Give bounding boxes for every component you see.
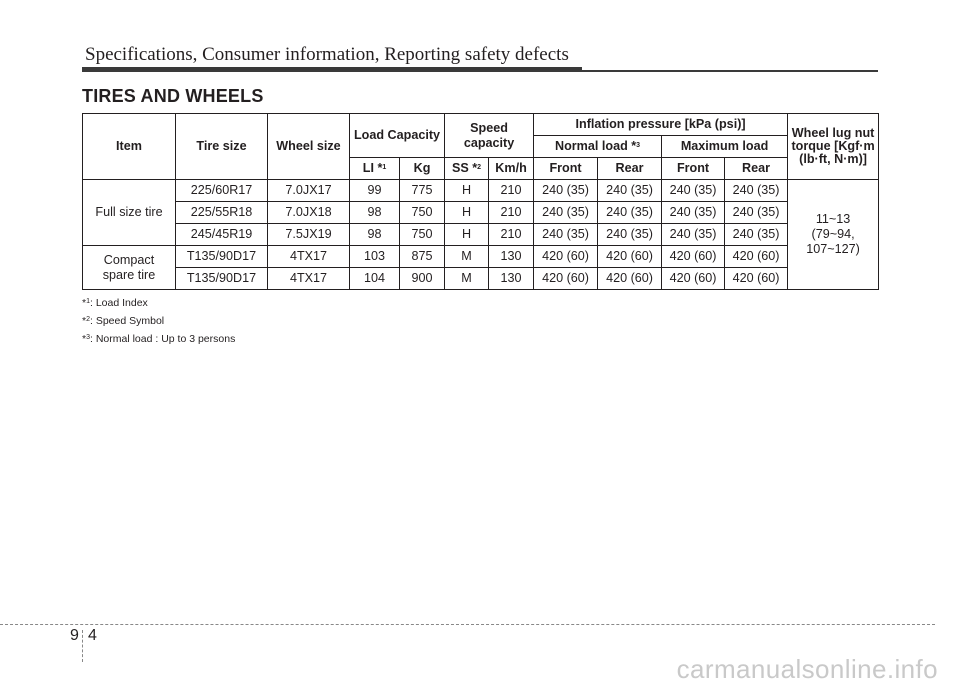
header-rule-thick <box>82 67 582 72</box>
page-number: 4 <box>88 627 97 644</box>
table-row <box>83 224 879 246</box>
header-normal-front: Front <box>534 158 598 180</box>
table-row <box>83 202 879 224</box>
cell-load-kg: 750 <box>400 224 445 246</box>
cell-speed-kmh: 210 <box>489 202 534 224</box>
group-full-size-tire: Full size tire <box>83 180 176 246</box>
cell-tire-size: T135/90D17 <box>176 268 268 290</box>
cell-normal-front: 420 (60) <box>534 268 598 290</box>
cell-tire-size: 225/60R17 <box>176 180 268 202</box>
cell-load-index: 99 <box>350 180 400 202</box>
header-kg: Kg <box>400 158 445 180</box>
cell-speed-symbol: M <box>445 268 489 290</box>
watermark: carmanualsonline.info <box>676 654 938 684</box>
cell-speed-symbol: M <box>445 246 489 268</box>
cell-max-front: 240 (35) <box>662 202 725 224</box>
cell-speed-kmh: 130 <box>489 246 534 268</box>
footnote-speed-symbol: *$^2$: Speed Symbol <box>82 315 165 327</box>
cell-load-kg: 900 <box>400 268 445 290</box>
cell-max-rear: 240 (35) <box>725 202 788 224</box>
cell-load-kg: 875 <box>400 246 445 268</box>
cell-load-kg: 750 <box>400 202 445 224</box>
header-wheel-size: Wheel size <box>268 114 350 180</box>
header-inflation-pressure: Inflation pressure [kPa (psi)] <box>534 114 788 136</box>
cell-normal-rear: 240 (35) <box>598 224 662 246</box>
section-title: TIRES AND WHEELS <box>82 86 264 106</box>
cell-wheel-size: 7.0JX18 <box>268 202 350 224</box>
cell-normal-front: 420 (60) <box>534 246 598 268</box>
cell-wheel-size: 4TX17 <box>268 268 350 290</box>
cell-speed-kmh: 210 <box>489 224 534 246</box>
cell-normal-rear: 240 (35) <box>598 202 662 224</box>
footnote-normal-load: *$^3$: Normal load : Up to 3 persons <box>82 333 236 345</box>
header-kmh: Km/h <box>489 158 534 180</box>
header-load-capacity: Load Capacity <box>350 114 445 158</box>
cell-normal-front: 240 (35) <box>534 224 598 246</box>
chapter-title: Specifications, Consumer information, Reporting safety defects <box>85 44 569 65</box>
cell-normal-rear: 420 (60) <box>598 246 662 268</box>
cell-tire-size: 225/55R18 <box>176 202 268 224</box>
cell-tire-size: 245/45R19 <box>176 224 268 246</box>
table-row <box>83 246 879 268</box>
header-tire-size: Tire size <box>176 114 268 180</box>
chapter-number: 9 <box>70 627 79 644</box>
cell-max-front: 240 (35) <box>662 180 725 202</box>
header-ss: SS *$^2$ <box>445 158 489 180</box>
table-row <box>83 180 879 202</box>
header-max-front: Front <box>662 158 725 180</box>
cell-max-rear: 420 (60) <box>725 268 788 290</box>
header-maximum-load: Maximum load <box>662 136 788 158</box>
header-speed-capacity: Speed capacity <box>445 114 534 158</box>
cell-normal-front: 240 (35) <box>534 202 598 224</box>
cell-normal-rear: 420 (60) <box>598 268 662 290</box>
cell-normal-front: 240 (35) <box>534 180 598 202</box>
cell-speed-symbol: H <box>445 202 489 224</box>
cell-max-front: 420 (60) <box>662 268 725 290</box>
cell-max-rear: 420 (60) <box>725 246 788 268</box>
cell-speed-symbol: H <box>445 224 489 246</box>
cell-wheel-size: 7.0JX17 <box>268 180 350 202</box>
cell-max-front: 240 (35) <box>662 224 725 246</box>
header-normal-rear: Rear <box>598 158 662 180</box>
cell-load-kg: 775 <box>400 180 445 202</box>
header-wheel-lug-torque: Wheel lug nut torque [Kgf·m (lb·ft, N·m)] <box>788 114 879 180</box>
cell-max-rear: 240 (35) <box>725 224 788 246</box>
cell-load-index: 103 <box>350 246 400 268</box>
footnote-load-index: *$^1$: Load Index <box>82 297 148 309</box>
cell-wheel-size: 7.5JX19 <box>268 224 350 246</box>
cell-max-front: 420 (60) <box>662 246 725 268</box>
header-normal-load: Normal load *$^3$ <box>534 136 662 158</box>
page-number-separator <box>82 630 83 662</box>
cell-normal-rear: 240 (35) <box>598 180 662 202</box>
cell-speed-symbol: H <box>445 180 489 202</box>
footer-divider <box>0 624 935 625</box>
cell-speed-kmh: 130 <box>489 268 534 290</box>
cell-load-index: 104 <box>350 268 400 290</box>
header-max-rear: Rear <box>725 158 788 180</box>
cell-load-index: 98 <box>350 224 400 246</box>
group-compact-spare-tire: Compact spare tire <box>83 246 176 290</box>
tires-wheels-table <box>82 113 879 290</box>
header-item: Item <box>83 114 176 180</box>
footnotes <box>82 294 235 348</box>
cell-max-rear: 240 (35) <box>725 180 788 202</box>
header-li: LI *$^1$ <box>350 158 400 180</box>
cell-wheel-size: 4TX17 <box>268 246 350 268</box>
cell-lug-torque: 11~13 (79~94, 107~127) <box>788 180 879 290</box>
cell-load-index: 98 <box>350 202 400 224</box>
header-rule-thin <box>582 70 878 72</box>
cell-tire-size: T135/90D17 <box>176 246 268 268</box>
cell-speed-kmh: 210 <box>489 180 534 202</box>
table-row <box>83 268 879 290</box>
